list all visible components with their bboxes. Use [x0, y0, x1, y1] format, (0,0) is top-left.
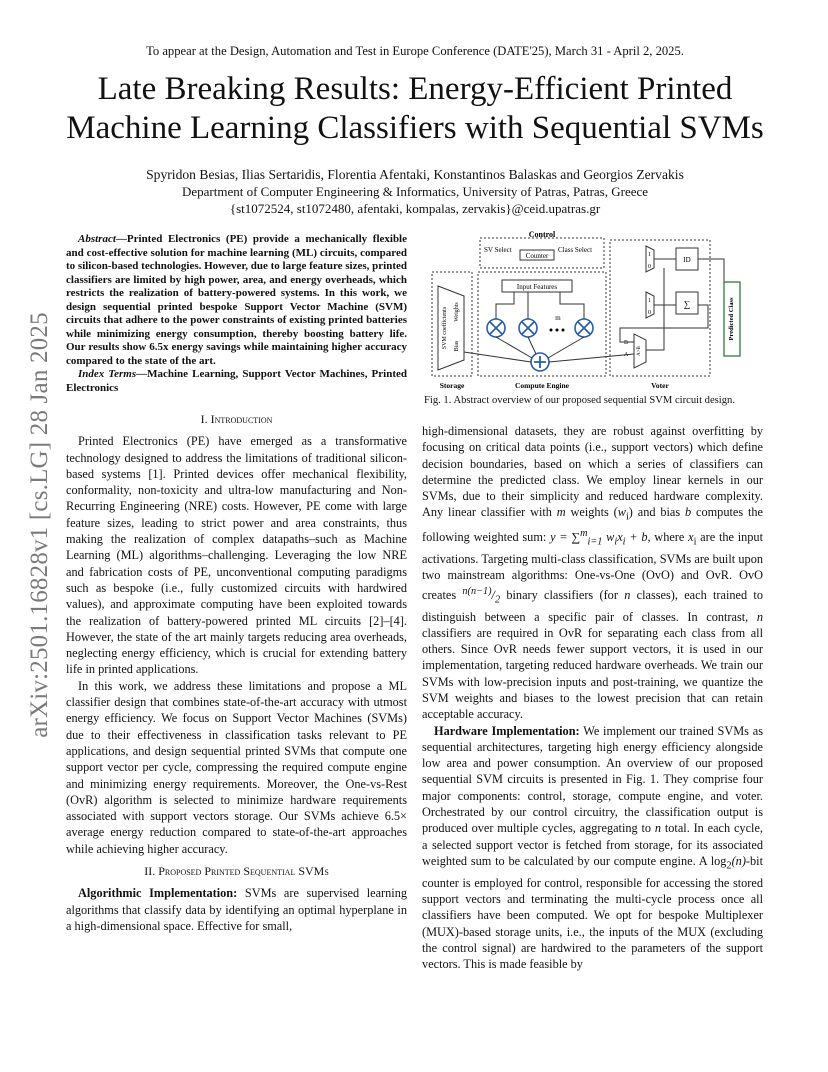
- svg-text:1: 1: [648, 252, 651, 258]
- figure-caption: Fig. 1. Abstract overview of our proposed sequential SVM circuit design.: [424, 395, 735, 406]
- figure-1-diagram: [424, 228, 762, 392]
- bias-label: Bias: [454, 340, 460, 352]
- hardware-lead: Hardware Implementation:: [434, 723, 580, 738]
- left-column: [66, 233, 407, 934]
- predicted-class-label: Predicted Class: [728, 297, 735, 341]
- adder: [531, 353, 549, 371]
- log-expression: $\log_2(n)$: [710, 853, 746, 872]
- conference-note: To appear at the Design, Automation and Test in Europe Conference (DATE'25), March 31 - April 2, 2025.: [146, 44, 684, 58]
- class-select-label: Class Select: [558, 246, 593, 254]
- storage-label: Storage: [439, 381, 465, 390]
- voter-label: Voter: [651, 381, 669, 390]
- arxiv-sidebar: [20, 290, 60, 760]
- abstract-label: Abstract: [78, 233, 116, 245]
- multiplier-2: [519, 319, 537, 337]
- compute-wires: [464, 337, 584, 362]
- comparator-label: A>B: [637, 346, 642, 356]
- ellipsis-dot-3: [562, 329, 565, 332]
- svg-text:1: 1: [648, 298, 651, 304]
- paper-title: [66, 70, 764, 148]
- author-list: Spyridon Besias, Ilias Sertaridis, Florentia Afentaki, Konstantinos Balaskas and Georgios Zervakis: [146, 167, 684, 182]
- intro-paragraph-1: Printed Electronics (PE) have emerged as a transformative technology designed to address the limitations of traditional silicon-based systems [1]. Printed devices offer mechanical flexibility, conformality, non-toxicity and ultra-low manufacturing and Non-Recurring Engineering (NRE) costs. However, PE come with large feature sizes, leading to strict power and area constraints, thus making the realization of complex datapaths–such as Machine Learning (ML) algorithms–challenging. Leveraging the low NRE and fabrication costs of PE, unconventional computing paradigms such as bespoke (i.e., fully customized circuits with hardwired values), and approximate computing have been exploited towards the realization of battery-powered printed ML circuits [2]–[4]. However, the state of the art mainly targets reducing area overheads, neglecting energy efficiency, which is crucial for extending battery life in printed applications.: [66, 434, 407, 677]
- algorithmic-paragraph: Algorithmic Implementation: SVMs are supervised learning algorithms that classify data by identifying an optimal hyperplane in a high-dimensional space. Effective for small,: [66, 886, 407, 933]
- m-label: m: [555, 314, 561, 322]
- right-column: [422, 423, 763, 973]
- feature-wires: [496, 292, 584, 319]
- input-features-label: Input Features: [516, 283, 558, 291]
- svg-text:0: 0: [648, 310, 651, 316]
- counter-label: Counter: [525, 252, 549, 260]
- algorithmic-lead: Algorithmic Implementation:: [78, 886, 238, 901]
- section-heading-proposed: II. Proposed Printed Sequential SVMs: [144, 864, 329, 879]
- index-terms-label: Index Terms: [78, 368, 137, 380]
- ellipsis-dot-2: [556, 329, 559, 332]
- index-terms-text: —Machine Learning, Support Vector Machines, Printed Electronics: [66, 368, 407, 394]
- control-label: Control: [528, 230, 556, 239]
- author-emails: {st1072524, st1072480, afentaki, kompalas, zervakis}@ceid.upatras.gr: [229, 201, 601, 216]
- intro-paragraph-2: In this work, we address these limitations and propose a ML classifier design that combines state-of-the-art accuracy with utmost energy efficiency. We focus on Support Vector Machines (SVMs) due to their effectiveness in classification tasks relevant to PE applications, and design sequential printed SVMs that compute one support vector per cycle, compressing the required compute engine and minimizing energy requirements. Moreover, the One-vs-Rest (OvR) algorithm is selected to minimize hardware requirements associated with support vectors storage. Our SVMs achieve 6.5× average energy reduction compared to state-of-the-art approaches while achieving higher accuracy.: [66, 678, 407, 856]
- hardware-paragraph: Hardware Implementation: We implement our trained SVMs as sequential architectures, targeting high energy efficiency alongside low area and power consumption. An overview of our proposed sequential SVM circuits is presented in Fig. 1. They comprise four major components: control, storage, compute engine, and voter. Orchestrated by our control circuitry, the classification output is produced over multiple cycles, aggregating to n total. In each cycle, a selected support vector is fetched from storage, for its associated weighted sum to be calculated by our compute engine. A $\log_2(n)$-bit counter is employed for control, responsible for accessing the stored support vectors and terminating the multi-cycle process once all classifiers have been computed. We opt for bespoke Multiplexer (MUX)-based storage units, i.e., the inputs of the MUX (excluding the control signal) are hardwired to the parameters of the support vectors. This is made feasible by: [422, 723, 763, 972]
- comparator-input-a: A: [624, 352, 629, 358]
- weights-label: Weights: [454, 302, 460, 322]
- abstract-text: —Printed Electronics (PE) provide a mechanically flexible and cost-effective solution for machine learning (ML) circuits, compared to silicon-based technologies. However, due to large feature sizes, printed classifiers are limited by high power, area, and energy overheads, which restricts the realization of battery-powered systems. In this work, we design sequential printed bespoke Support Vector Machine (SVM) circuits that adhere to the power constraints of existing printed batteries while minimizing energy consumption, thereby boosting battery life. Our results show 6.5x energy savings while maintaining higher accuracy compared to the state of the art.: [66, 233, 407, 367]
- index-terms: [66, 368, 407, 395]
- title-line-1: Late Breaking Results: Energy-Efficient Printed: [97, 71, 733, 107]
- svm-background-paragraph: high-dimensional datasets, they are robust against overfitting by focusing on critical data points (i.e., support vectors) which define decision boundaries, based on which a series of classifiers can determine the predicted class. We employ linear kernels in our SVMs, due to their simplicity and reduced hardware complexity. Any linear classifier with m weights $(w_i)$ and bias b computes the following weighted sum: y = ∑$^m_{i=1}$ $w_ix_i + b$, where $x_i$ are the input activations. Targeting multi-class classification, SVMs are built upon two mainstream algorithms: One-vs-One (OvO) and OvR. OvO creates $^{n(n-1)}/_2$ binary classifiers (for n classes), each trained to distinguish between a specific pair of classes. In contrast, n classifiers are required in OvR for separating each class from all others. Since OvR needs fewer support vectors, it is used in our implementation, targeting reduced hardware overheads. We train our SVMs with low-precision inputs and post-training, we quantize the SVM weights and biases to the lowest precision that can retain acceptable accuracy.: [422, 424, 763, 722]
- abstract: [66, 233, 407, 368]
- section-heading-intro: I. Introduction: [200, 412, 273, 426]
- sv-select-label: SV Select: [484, 246, 512, 254]
- multiplier-m: [575, 319, 593, 337]
- sigma-label: ∑: [683, 299, 691, 309]
- id-label: ID: [683, 256, 691, 264]
- ovo-fraction: $^{n(n-1)}/_2$: [462, 585, 501, 606]
- ellipsis-dot-1: [550, 329, 553, 332]
- comparator-input-b: B: [624, 340, 629, 346]
- svm-coefficients-label: SVM coefficients: [442, 306, 448, 350]
- svg-text:0: 0: [648, 264, 651, 270]
- compute-engine-label: Compute Engine: [515, 381, 569, 390]
- arxiv-identifier: arXiv:2501.16828v1 [cs.LG] 28 Jan 2025: [26, 312, 53, 738]
- title-line-2: Machine Learning Classifiers with Sequential SVMs: [66, 110, 764, 146]
- weighted-sum-equation: y = ∑$^m_{i=1}$ $w_ix_i + b$: [550, 528, 648, 548]
- affiliation: Department of Computer Engineering & Informatics, University of Patras, Patras, Greece: [181, 184, 649, 199]
- multiplier-1: [487, 319, 505, 337]
